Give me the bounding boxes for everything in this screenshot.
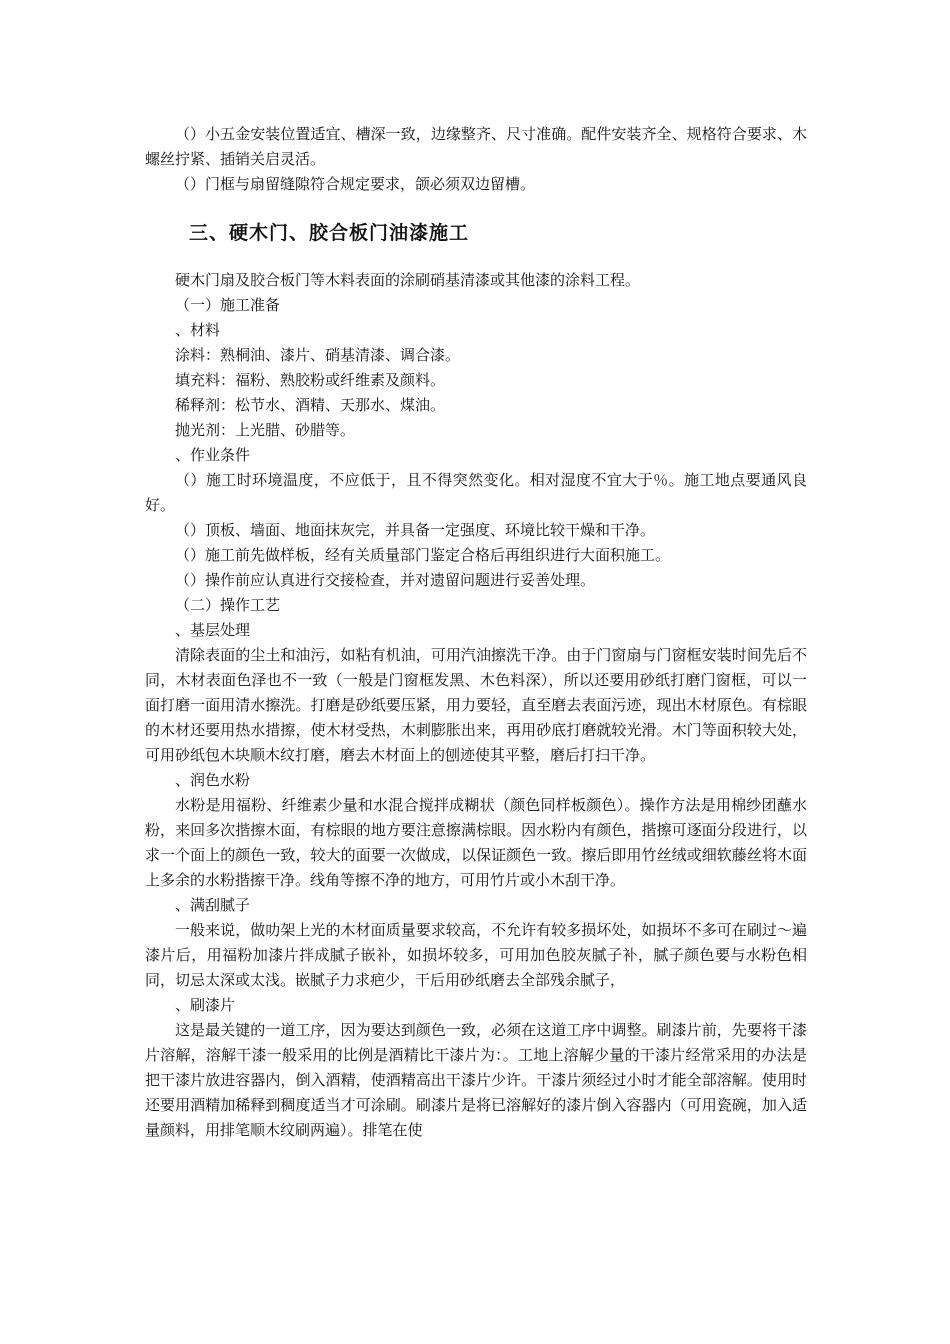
document-body: [145, 122, 807, 1143]
item-title: 、作业条件: [175, 446, 251, 464]
paragraph: 一般来说，做叻架上光的木材面质量要求较高，不允许有较多损坏处，如损坏不多可在刷过～遍漆片后，用福粉加漆片拌成腻子嵌补，如损坏较多，可用加色胶灰腻子补，腻子颜色要与水粉色相同，切忌太深或太浅。嵌腻子力求疤少，干后用砂纸磨去全部残余腻子，: [145, 921, 807, 989]
item-title: 、刷漆片: [175, 996, 236, 1014]
list-item: （）顶板、墙面、地面抹灰完，并具备一定强度、环境比较干燥和干净。: [175, 521, 656, 539]
paragraph: 这是最关键的一道工序，因为要达到颜色一致，必须在这道工序中调整。刷漆片前，先要将干漆片溶解，溶解干漆一般采用的比例是酒精比干漆片为：。工地上溶解少量的干漆片经常采用的办法是把干漆片放进容器内，倒入酒精，使酒精高出干漆片少许。干漆片须经过小时才能全部溶解。使用时还要用酒精加稀释到稠度适当才可涂刷。刷漆片是将已溶解好的漆片倒入容器内（可用瓷碗，加入适量颜料，用排笔顺木纹刷两遍）。排笔在使: [145, 1021, 807, 1139]
item-title: 、润色水粉: [175, 771, 251, 789]
list-item: 填充料：福粉、熟胶粉或纤维素及颜料。: [175, 371, 446, 389]
list-item: 抛光剂：上光腊、砂腊等。: [175, 421, 356, 439]
list-item: （）操作前应认真进行交接检查，并对遗留问题进行妥善处理。: [175, 571, 596, 589]
paragraph-intro: 硬木门扇及胶合板门等木料表面的涂刷硝基清漆或其他漆的涂料工程。: [175, 271, 641, 289]
list-item: 涂料：熟桐油、漆片、硝基清漆、调合漆。: [175, 346, 461, 364]
paragraph-hardware-install: （）小五金安装位置适宜、槽深一致，边缘整齐、尺寸准确。配件安装齐全、规格符合要求、木螺丝拧紧、插销关启灵活。: [145, 125, 807, 168]
item-title: 、满刮腻子: [175, 896, 251, 914]
subsection-title: （二）操作工艺: [175, 596, 281, 614]
list-item: （）施工前先做样板，经有关质量部门鉴定合格后再组织进行大面积施工。: [175, 546, 671, 564]
item-title: 、材料: [175, 321, 221, 339]
list-item: （）施工时环境温度，不应低于，且不得突然变化。相对湿度不宜大于％。施工地点要通风良好。: [145, 471, 807, 514]
item-title: 、基层处理: [175, 621, 251, 639]
list-item: 稀释剂：松节水、酒精、天那水、煤油。: [175, 396, 446, 414]
paragraph: 清除表面的尘土和油污，如粘有机油，可用汽油擦洗干净。由于门窗扇与门窗框安装时间先后不同，木材表面色泽也不一致（一般是门窗框发黑、木色料深），所以还要用砂纸打磨门窗框，可以一面打磨一面用清水擦洗。打磨是砂纸要压紧，用力要轻，直至磨去表面污迹，现出木材原色。有棕眼的木材还要用热水措擦，使木材受热，木刺膨胀出来，再用砂底打磨就较光滑。木门等面积较大处，可用砂纸包木块顺木纹打磨，磨去木材面上的刨迹使其平整，磨后打扫干净。: [145, 646, 807, 764]
paragraph: 水粉是用福粉、纤维素少量和水混合搅拌成糊状（颜色同样板颜色）。操作方法是用棉纱团蘸水粉，来回多次揩擦木面，有棕眼的地方要注意擦满棕眼。因水粉内有颜色，揩擦可逐面分段进行，以求一个面上的颜色一致，较大的面要一次做成，以保证颜色一致。擦后即用竹丝绒或细软藤丝将木面上多余的水粉揩擦干净。线角等擦不净的地方，可用竹片或小木刮干净。: [145, 796, 807, 889]
section-heading: 三、硬木门、胶合板门油漆施工: [189, 222, 470, 244]
paragraph-frame-gap: （）门框与扇留缝隙符合规定要求，颌必须双边留槽。: [175, 175, 536, 193]
subsection-title: （一）施工准备: [175, 296, 281, 314]
